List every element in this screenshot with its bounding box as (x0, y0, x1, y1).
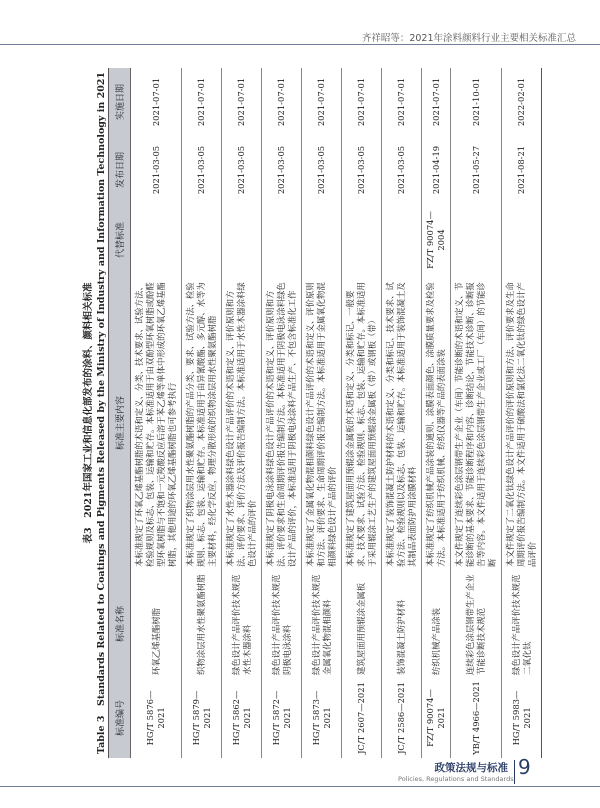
cell-issued: 2021-03-05 (382, 136, 422, 204)
cell-replaces (451, 204, 502, 276)
cell-replaces (262, 204, 302, 276)
cell-content: 本标准规定了水性木器涂料绿色设计产品评价的术语和定义、评价原则和方法、评价要求、评价方法及评价报告编制方法。本标准适用于水性木器涂料绿色设计产品的评价 (222, 276, 262, 570)
footer-section-title: 政策法规与标准 (434, 762, 508, 774)
table-row (502, 68, 542, 758)
cell-name: 绿色设计产品评价技术规范 阴极电泳涂料 (262, 570, 302, 678)
cell-replaces (342, 204, 382, 276)
cell-effective: 2022-02-01 (502, 68, 542, 136)
standards-table (108, 68, 542, 758)
table-row (302, 68, 342, 758)
cell-effective: 2021-07-01 (262, 68, 302, 136)
cell-code: JC/T 2607—2021 (342, 678, 382, 758)
cell-replaces (382, 204, 422, 276)
cell-issued: 2021-05-27 (451, 136, 502, 204)
header-name: 标准名称 (109, 570, 131, 678)
running-header: 齐祥昭等：2021年涂料颜料行业主要相关标准汇总 (361, 33, 576, 44)
table-header-row (109, 68, 131, 758)
table-row (131, 68, 182, 758)
cell-replaces (182, 204, 222, 276)
table-caption-zh: 表3 2021年国家工业和信息化部发布的涂料、颜料相关标准 (83, 282, 94, 544)
cell-name: 装饰混凝土防护材料 (382, 570, 422, 678)
table-row (382, 68, 422, 758)
header-issued: 发布日期 (109, 136, 131, 204)
cell-name: 环氧乙烯基酯树脂 (131, 570, 182, 678)
cell-replaces (302, 204, 342, 276)
cell-replaces (502, 204, 542, 276)
cell-code: JC/T 2586—2021 (382, 678, 422, 758)
header-code: 标准编号 (109, 678, 131, 758)
cell-effective: 2021-07-01 (342, 68, 382, 136)
cell-content: 本标准规定了织物涂层用水性聚氨酯树脂的产品分类、要求、试验方法、检验规则、标志、包装、运输和贮存。本标准适用于由异氰酸酯、多元醇、水等为主要材料，经化学反应，物理分散形成的织物涂层用水性聚氨酯树脂 (182, 276, 222, 570)
cell-issued: 2021-03-05 (262, 136, 302, 204)
cell-code: HG/T 5879—2021 (182, 678, 222, 758)
cell-effective: 2021-07-01 (222, 68, 262, 136)
cell-name: 绿色设计产品评价技术规范 金属氧化物混相颜料 (302, 570, 342, 678)
cell-code: HG/T 5862—2021 (222, 678, 262, 758)
cell-effective: 2021-07-01 (182, 68, 222, 136)
cell-effective: 2021-07-01 (302, 68, 342, 136)
footer-rule (0, 786, 600, 787)
cell-code: HG/T 5876—2021 (131, 678, 182, 758)
header-content: 标准主要内容 (109, 276, 131, 570)
table-caption-en: Table 3 Standards Related to Coatings and Pigments Released by the Ministry of Industry and Information Technology in 2021 (96, 71, 107, 755)
cell-effective: 2021-07-01 (131, 68, 182, 136)
cell-content: 本标准规定了阴极电泳涂料绿色设计产品评价的术语和定义、评价原则和方法、评价要求和生命周期评价报告编制方法。本标准适用于阴极电泳涂料绿色设计产品的评价，本标准适用于阴极电泳涂料产品生产、不包含标准化工作 (262, 276, 302, 570)
table-row (422, 68, 451, 758)
cell-issued: 2021-03-05 (182, 136, 222, 204)
footer-divider (514, 760, 515, 784)
cell-effective: 2021-10-01 (451, 68, 502, 136)
cell-name: 织物涂层用水性聚氨酯树脂 (182, 570, 222, 678)
header-rule (0, 44, 600, 45)
cell-replaces: FZ/T 90074—2004 (422, 204, 451, 276)
table-row (182, 68, 222, 758)
rotated-table-block (80, 68, 550, 758)
cell-issued: 2021-03-05 (131, 136, 182, 204)
table-row (342, 68, 382, 758)
cell-content: 本标准规定了环氧乙烯基酯树脂的术语和定义、分类、技术要求、试验方法、检验规则及标志、包装、运输和贮存。本标准适用于由双酚型环氧树脂或酚醛型环氧树脂与不饱和一元羧酸反应后溶于苯乙烯等单体中形成的环氧乙烯基酯树脂，其他用途的环氧乙烯基酯树脂也可参考执行 (131, 276, 182, 570)
cell-issued: 2021-04-19 (422, 136, 451, 204)
header-replaces: 代替标准 (109, 204, 131, 276)
standards-table-wrapper (108, 68, 542, 758)
footer-section-subtitle: Policies, Regulations and Standards (398, 775, 514, 783)
cell-content: 本标准规定了金属氧化物混相颜料绿色设计产品评价的术语和定义、评价原则和方法、评价要求、生命周期评价报告编制方法。本标准适用于金属氧化物混相颜料绿色设计产品的评价 (302, 276, 342, 570)
cell-issued: 2021-03-05 (302, 136, 342, 204)
cell-name: 建筑屋面用预辊涂金属板 (342, 570, 382, 678)
cell-content: 本文件规定了连续彩色涂层钢带生产企业（车间）节能诊断的术语和定义、节能诊断的基本要求、节能诊断程序和内容、诊断结论、节能技术诊断、诊断报告等内容。本文件适用于连续彩色涂层钢带生产企业或工厂（车间）的节能诊断 (451, 276, 502, 570)
cell-issued: 2021-03-05 (342, 136, 382, 204)
cell-code: HG/T 5983—2021 (502, 678, 542, 758)
cell-name: 纺织机械产品涂装 (422, 570, 451, 678)
cell-content: 本标准规定了纺织机械产品涂装的通则、涂膜表面颜色、涂膜质量要求及检验方法。本标准适用于纺织机械、纺织仪器等产品的表面涂装 (422, 276, 451, 570)
cell-code: HG/T 5872—2021 (262, 678, 302, 758)
cell-content: 本标准规定了装饰混凝土防护材料的术语和定义、分类和标记、技术要求、试验方法、检验规则以及标志、包装、运输和贮存。本标准适用于装饰混凝土及其制品表面防护用涂膜材料 (382, 276, 422, 570)
header-effective: 实施日期 (109, 68, 131, 136)
cell-name: 绿色设计产品评价技术规范 二氧化钛 (502, 570, 542, 678)
cell-effective: 2021-07-01 (422, 68, 451, 136)
table-row (222, 68, 262, 758)
cell-effective: 2021-07-01 (382, 68, 422, 136)
table-row (262, 68, 302, 758)
cell-replaces (131, 204, 182, 276)
cell-replaces (222, 204, 262, 276)
cell-issued: 2021-03-05 (222, 136, 262, 204)
cell-issued: 2021-08-21 (502, 136, 542, 204)
cell-content: 本文件规定了二氧化钛绿色设计产品评价的评价原则和方法、评价要求及生命周期评价报告编制方法。本文件适用于硫酸法和氯化法二氧化钛的绿色设计产品评价 (502, 276, 542, 570)
cell-code: FZ/T 90074—2021 (422, 678, 451, 758)
cell-name: 连续彩色涂层钢带生产企业节能诊断技术规范 (451, 570, 502, 678)
cell-code: YB/T 4966—2021 (451, 678, 502, 758)
page-number: 9 (518, 755, 531, 779)
cell-name: 绿色设计产品评价技术规范 水性木器涂料 (222, 570, 262, 678)
cell-content: 本标准规定了建筑屋面用预辊涂金属板的术语和定义、分类和标记、一般要求、技术要求、试验方法、检验规则、标志、包装、运输和贮存。本标准适用于采用辊涂工艺生产的建筑屋面用预辊涂金属板（带）或钢板（带） (342, 276, 382, 570)
table-row (451, 68, 502, 758)
cell-code: HG/T 5873—2021 (302, 678, 342, 758)
